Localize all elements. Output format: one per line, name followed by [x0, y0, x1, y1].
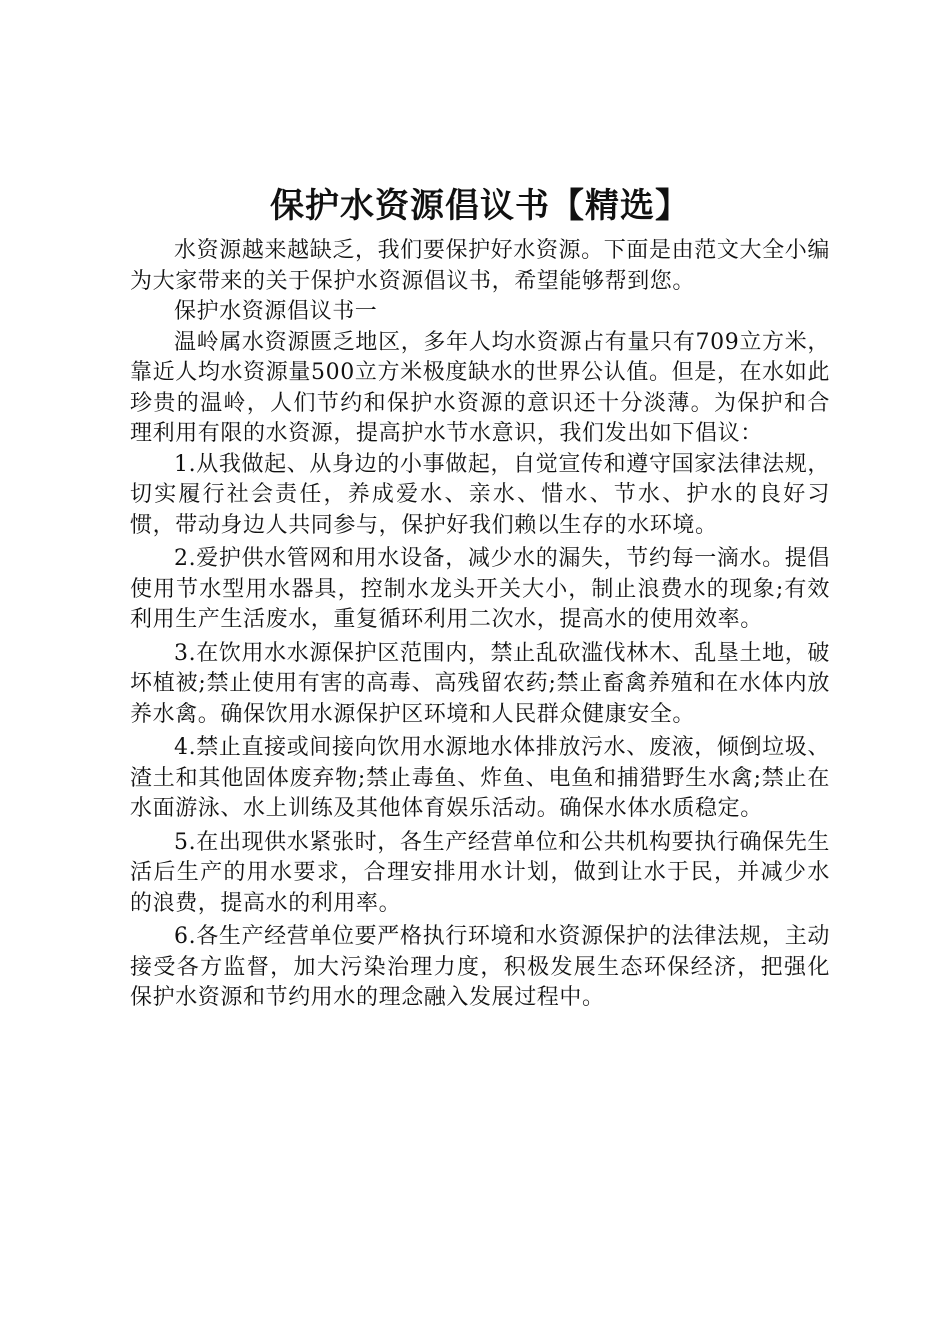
document-title: 保护水资源倡议书【精选】 [270, 186, 690, 226]
proposal-item-4: 4.禁止直接或间接向饮用水源地水体排放污水、废液，倾倒垃圾、渣土和其他固体废弃物;禁止毒鱼、炸鱼、电鱼和捕猎野生水禽;禁止在水面游泳、水上训练及其他体育娱乐活动。确保水体水质稳定。 [130, 735, 830, 821]
document-page [130, 180, 830, 1014]
proposal-item-6: 6.各生产经营单位要严格执行环境和水资源保护的法律法规，主动接受各方监督，加大污染治理力度，积极发展生态环保经济，把强化保护水资源和节约用水的理念融入发展过程中。 [130, 924, 830, 1010]
context-paragraph: 温岭属水资源匮乏地区，多年人均水资源占有量只有709立方米，靠近人均水资源量500立方米极度缺水的世界公认值。但是，在水如此珍贵的温岭，人们节约和保护水资源的意识还十分淡薄。为保护和合理利用有限的水资源，提高护水节水意识，我们发出如下倡议： [130, 329, 830, 446]
intro-paragraph: 水资源越来越缺乏，我们要保护好水资源。下面是由范文大全小编为大家带来的关于保护水资源倡议书，希望能够帮到您。 [130, 238, 830, 294]
proposal-item-5: 5.在出现供水紧张时，各生产经营单位和公共机构要执行确保先生活后生产的用水要求，合理安排用水计划，做到让水于民，并减少水的浪费，提高水的利用率。 [130, 829, 830, 916]
proposal-item-1: 1.从我做起、从身边的小事做起，自觉宣传和遵守国家法律法规，切实履行社会责任，养成爱水、亲水、惜水、节水、护水的良好习惯，带动身边人共同参与，保护好我们赖以生存的水环境。 [130, 451, 830, 538]
section-heading: 保护水资源倡议书一 [174, 299, 378, 324]
proposal-item-2: 2.爱护供水管网和用水设备，减少水的漏失，节约每一滴水。提倡使用节水型用水器具，控制水龙头开关大小，制止浪费水的现象;有效利用生产生活废水，重复循环利用二次水，提高水的使用效率。 [130, 546, 830, 632]
proposal-item-3: 3.在饮用水水源保护区范围内，禁止乱砍滥伐林木、乱垦土地，破坏植被;禁止使用有害的高毒、高残留农药;禁止畜禽养殖和在水体内放养水禽。确保饮用水源保护区环境和人民群众健康安全。 [130, 640, 830, 727]
